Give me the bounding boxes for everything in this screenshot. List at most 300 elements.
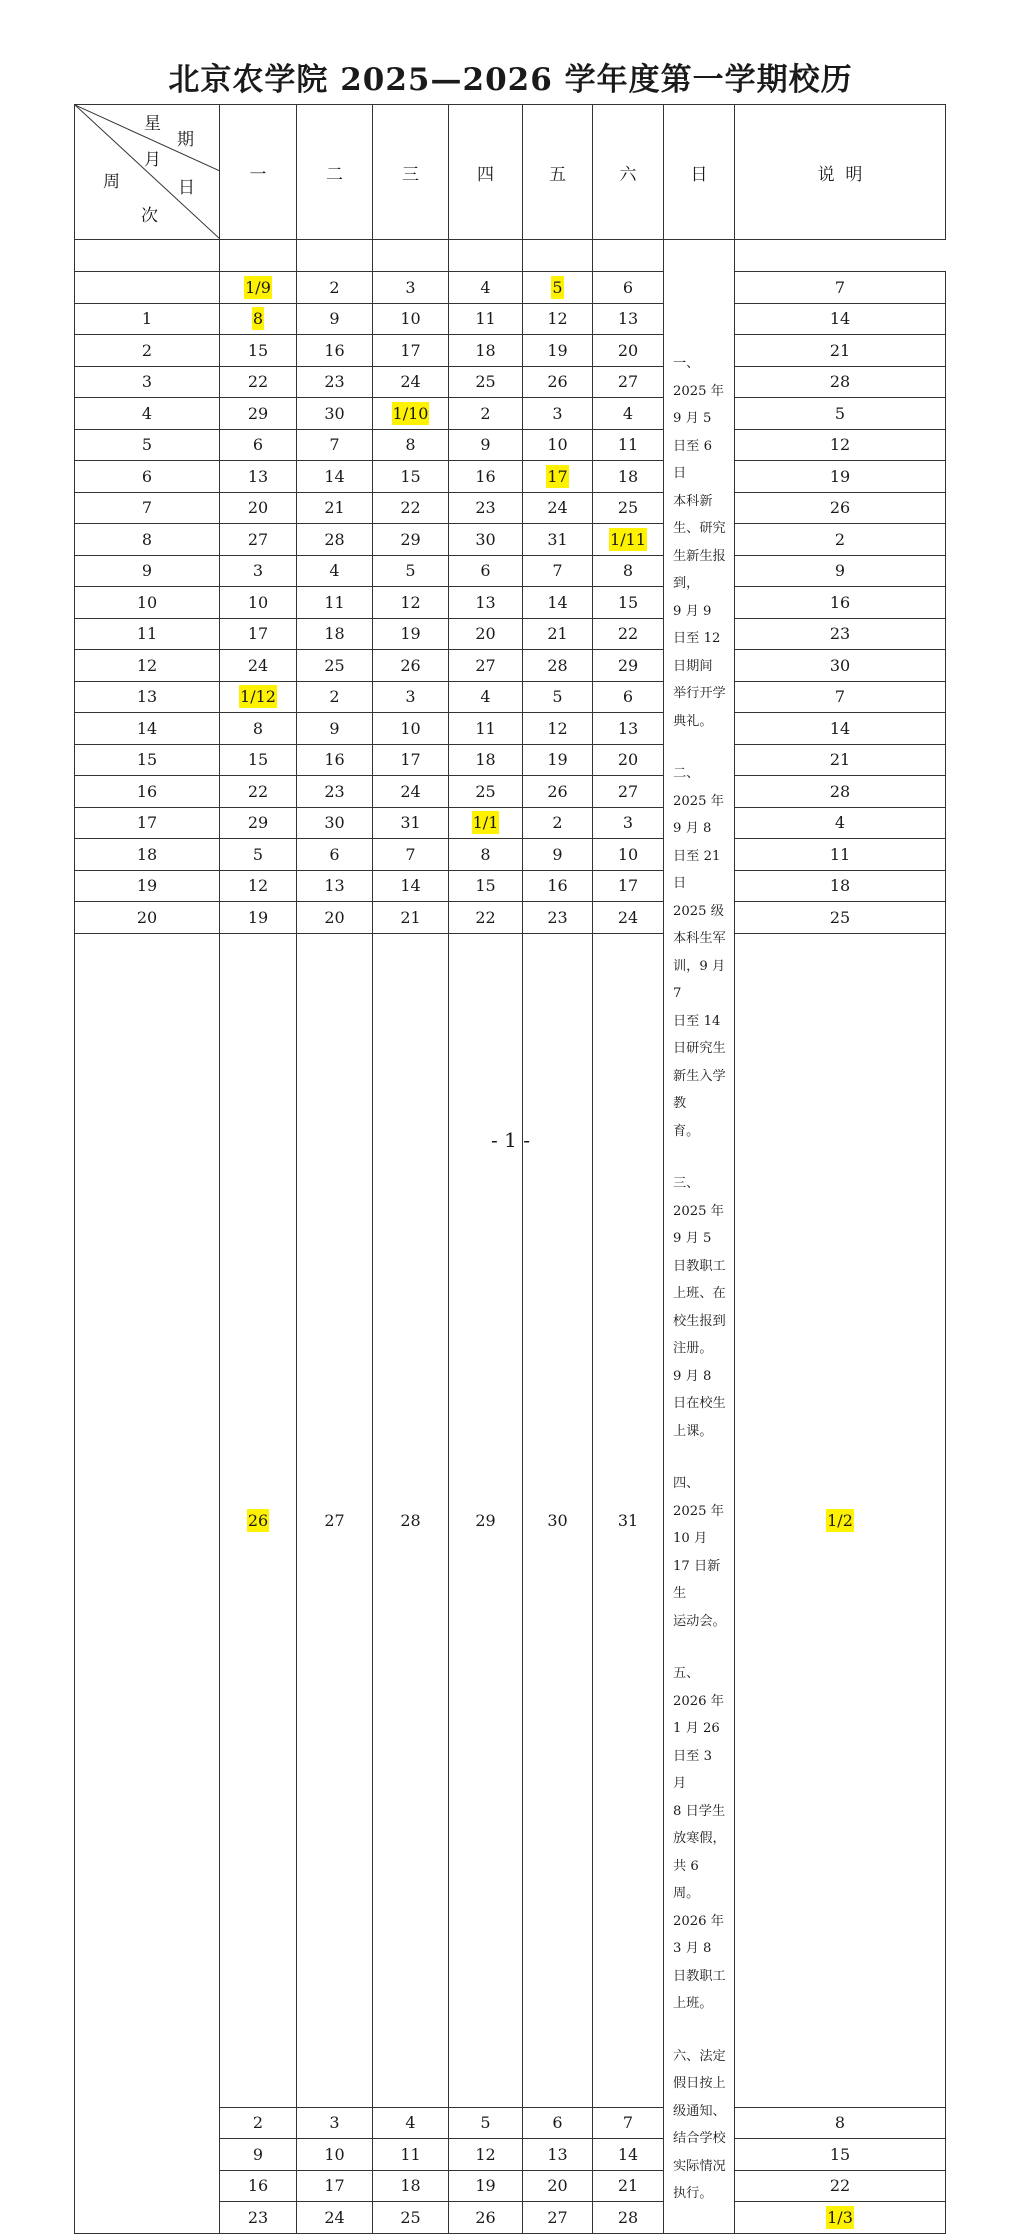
day-number: 27 <box>617 781 639 801</box>
day-number: 27 <box>247 529 269 549</box>
day-number: 13 <box>617 718 639 738</box>
day-cell <box>735 2202 946 2234</box>
day-cell <box>373 2107 449 2139</box>
week-number-cell: 13 <box>75 681 220 713</box>
calendar-row <box>75 335 946 367</box>
day-cell <box>593 555 664 587</box>
day-number: 8 <box>834 2113 846 2133</box>
day-cell <box>593 902 664 934</box>
day-number: 7 <box>834 277 846 297</box>
day-number: 28 <box>829 781 851 801</box>
day-cell <box>523 902 593 934</box>
day-number: 15 <box>400 466 421 486</box>
day-number: 6 <box>480 561 491 581</box>
day-number: 26 <box>475 2207 496 2227</box>
day-number: 25 <box>617 498 639 518</box>
day-number: 10 <box>247 592 269 612</box>
day-cell <box>735 807 946 839</box>
day-cell <box>523 2139 593 2171</box>
blank-cell <box>297 240 373 272</box>
day-cell <box>297 335 373 367</box>
day-number: 13 <box>547 2144 568 2164</box>
day-cell <box>449 933 523 2107</box>
blank-cell <box>220 240 297 272</box>
weekday-header-fri: 五 <box>523 105 593 240</box>
day-number: 6 <box>329 844 340 864</box>
day-cell <box>373 744 449 776</box>
day-number: 22 <box>475 907 496 927</box>
day-cell <box>735 2107 946 2139</box>
highlighted-day-number: 1/12 <box>240 687 276 707</box>
day-cell <box>735 713 946 745</box>
week-number-cell: 11 <box>75 618 220 650</box>
calendar-row <box>75 618 946 650</box>
calendar-row <box>75 366 946 398</box>
note-item: 一、2025 年 9 月 5 日至 6 日 本科新生、研究生新生报到， 9 月 9 日至 12 日期间 举行开学典礼。 <box>673 356 726 729</box>
highlighted-day-number: 5 <box>552 277 563 297</box>
day-cell <box>297 776 373 808</box>
day-cell <box>735 902 946 934</box>
day-number: 16 <box>324 340 345 360</box>
day-number: 7 <box>329 435 340 455</box>
day-cell <box>593 776 664 808</box>
day-cell <box>523 744 593 776</box>
day-cell <box>735 492 946 524</box>
day-number: 20 <box>617 750 639 770</box>
day-number: 22 <box>247 372 269 392</box>
day-cell <box>220 429 297 461</box>
day-cell <box>449 902 523 934</box>
day-cell <box>297 587 373 619</box>
day-cell <box>523 870 593 902</box>
day-number: 11 <box>475 718 496 738</box>
day-cell <box>297 555 373 587</box>
day-number: 26 <box>829 498 851 518</box>
day-cell <box>449 335 523 367</box>
day-cell <box>735 461 946 493</box>
corner-label-ci: 次 <box>141 206 158 226</box>
day-number: 7 <box>834 687 846 707</box>
corner-header-cell <box>75 105 220 240</box>
day-number: 29 <box>247 813 269 833</box>
day-number: 17 <box>324 2176 345 2196</box>
day-cell <box>735 366 946 398</box>
day-cell <box>449 2170 523 2202</box>
day-cell <box>593 650 664 682</box>
day-cell <box>373 870 449 902</box>
day-cell <box>220 461 297 493</box>
day-number: 17 <box>400 750 421 770</box>
day-number: 23 <box>475 498 496 518</box>
week-number-cell: 2 <box>75 335 220 367</box>
day-number: 16 <box>829 592 851 612</box>
day-number: 30 <box>324 813 345 833</box>
blank-cell <box>449 240 523 272</box>
day-number: 12 <box>829 435 851 455</box>
day-cell <box>593 398 664 430</box>
day-cell <box>593 933 664 2107</box>
day-number: 24 <box>324 2207 345 2227</box>
day-cell <box>449 303 523 335</box>
day-cell <box>373 902 449 934</box>
week-number-cell: 1 <box>75 303 220 335</box>
day-cell <box>373 2170 449 2202</box>
day-cell <box>297 461 373 493</box>
day-number: 21 <box>617 2176 639 2196</box>
day-number: 20 <box>475 624 496 644</box>
day-number: 4 <box>329 561 340 581</box>
day-cell <box>735 744 946 776</box>
day-number: 16 <box>247 2176 269 2196</box>
day-cell <box>593 618 664 650</box>
day-number: 13 <box>324 876 345 896</box>
day-number: 22 <box>247 781 269 801</box>
week-number-cell: 16 <box>75 776 220 808</box>
week-number-cell: 9 <box>75 555 220 587</box>
day-number: 20 <box>547 2176 568 2196</box>
calendar-row <box>75 587 946 619</box>
day-cell <box>220 933 297 2107</box>
week-number-cell: 14 <box>75 713 220 745</box>
day-cell <box>449 555 523 587</box>
blank-cell <box>593 240 664 272</box>
day-cell <box>523 2202 593 2234</box>
day-cell <box>220 366 297 398</box>
day-cell <box>220 776 297 808</box>
day-cell <box>373 618 449 650</box>
day-number: 19 <box>475 2176 496 2196</box>
day-number: 10 <box>400 718 421 738</box>
day-number: 23 <box>247 2207 269 2227</box>
day-number: 14 <box>829 718 851 738</box>
day-cell <box>449 272 523 304</box>
day-cell <box>449 587 523 619</box>
day-number: 9 <box>252 2144 264 2164</box>
day-cell <box>373 303 449 335</box>
weekday-header-thu: 四 <box>449 105 523 240</box>
day-number: 22 <box>400 498 421 518</box>
day-cell <box>297 366 373 398</box>
week-number-cell: 17 <box>75 807 220 839</box>
day-cell <box>735 555 946 587</box>
calendar-row <box>75 681 946 713</box>
day-cell <box>220 839 297 871</box>
day-number: 18 <box>617 466 639 486</box>
day-number: 27 <box>324 1510 345 1530</box>
day-cell <box>373 461 449 493</box>
day-number: 27 <box>617 372 639 392</box>
day-cell <box>523 650 593 682</box>
day-cell <box>373 335 449 367</box>
day-number: 9 <box>329 309 340 329</box>
day-cell <box>449 681 523 713</box>
day-number: 19 <box>829 466 851 486</box>
day-number: 20 <box>247 498 269 518</box>
day-cell <box>297 398 373 430</box>
day-cell <box>523 335 593 367</box>
weekday-header-sat: 六 <box>593 105 664 240</box>
day-cell <box>373 2202 449 2234</box>
day-cell <box>523 555 593 587</box>
day-cell <box>373 555 449 587</box>
day-number: 14 <box>617 2144 639 2164</box>
day-cell <box>449 2107 523 2139</box>
blank-cell <box>75 240 220 272</box>
day-number: 21 <box>547 624 568 644</box>
day-cell <box>593 2107 664 2139</box>
notes-list <box>664 240 734 2208</box>
day-cell <box>593 303 664 335</box>
day-number: 17 <box>247 624 269 644</box>
page-number: - 1 - <box>491 1128 530 1152</box>
day-number: 10 <box>547 435 568 455</box>
week-number-cell: 3 <box>75 366 220 398</box>
day-number: 4 <box>480 277 491 297</box>
day-cell <box>449 807 523 839</box>
day-cell <box>297 902 373 934</box>
week-number-cell: 5 <box>75 429 220 461</box>
day-cell <box>449 2202 523 2234</box>
day-cell <box>735 429 946 461</box>
day-cell <box>373 776 449 808</box>
day-cell <box>523 587 593 619</box>
day-cell <box>297 272 373 304</box>
day-cell <box>449 492 523 524</box>
day-number: 3 <box>552 403 563 423</box>
week-number-cell: 19 <box>75 870 220 902</box>
day-cell <box>220 524 297 556</box>
day-number: 8 <box>622 561 634 581</box>
day-number: 28 <box>617 2207 639 2227</box>
day-cell <box>593 807 664 839</box>
day-number: 15 <box>829 2144 851 2164</box>
day-number: 11 <box>324 592 345 612</box>
week-number-cell <box>75 272 220 304</box>
blank-cell <box>373 240 449 272</box>
day-number: 5 <box>252 844 264 864</box>
day-number: 2 <box>552 813 563 833</box>
day-number: 25 <box>475 372 496 392</box>
day-number: 23 <box>324 781 345 801</box>
day-number: 19 <box>400 624 421 644</box>
day-number: 6 <box>552 2113 563 2133</box>
day-cell <box>297 807 373 839</box>
weekday-header-tue: 二 <box>297 105 373 240</box>
highlighted-day-number: 17 <box>547 466 568 486</box>
day-number: 5 <box>834 403 846 423</box>
day-cell <box>220 681 297 713</box>
day-number: 23 <box>829 624 851 644</box>
day-cell <box>297 713 373 745</box>
day-number: 21 <box>829 750 851 770</box>
highlighted-day-number: 1/1 <box>472 813 499 833</box>
day-number: 2 <box>329 277 340 297</box>
day-number: 17 <box>617 876 639 896</box>
day-cell <box>373 713 449 745</box>
day-number: 14 <box>547 592 568 612</box>
calendar-row <box>75 272 946 304</box>
day-cell <box>449 366 523 398</box>
day-number: 27 <box>475 655 496 675</box>
day-number: 24 <box>400 372 421 392</box>
day-cell <box>735 839 946 871</box>
day-cell <box>735 398 946 430</box>
day-number: 21 <box>400 907 421 927</box>
day-cell <box>449 870 523 902</box>
highlighted-day-number: 8 <box>252 309 264 329</box>
day-cell <box>373 2139 449 2171</box>
day-cell <box>220 335 297 367</box>
day-cell <box>523 933 593 2107</box>
day-number: 8 <box>252 718 264 738</box>
calendar-body <box>75 240 946 2234</box>
day-number: 28 <box>547 655 568 675</box>
day-number: 13 <box>617 309 639 329</box>
day-number: 9 <box>480 435 491 455</box>
day-number: 18 <box>400 2176 421 2196</box>
day-cell <box>735 681 946 713</box>
day-number: 8 <box>480 844 491 864</box>
day-cell <box>523 776 593 808</box>
calendar-row <box>75 303 946 335</box>
day-number: 24 <box>547 498 568 518</box>
day-cell <box>449 839 523 871</box>
day-number: 5 <box>405 561 416 581</box>
day-number: 31 <box>617 1510 639 1530</box>
corner-label-zhou: 周 <box>103 172 120 192</box>
corner-label-qi: 期 <box>177 130 194 150</box>
day-number: 10 <box>617 844 639 864</box>
day-cell <box>523 366 593 398</box>
day-number: 11 <box>475 309 496 329</box>
day-cell <box>523 461 593 493</box>
calendar-row <box>75 461 946 493</box>
day-cell <box>297 429 373 461</box>
day-cell <box>373 839 449 871</box>
day-cell <box>735 272 946 304</box>
day-cell <box>373 650 449 682</box>
day-cell <box>593 2139 664 2171</box>
day-number: 30 <box>324 403 345 423</box>
day-number: 8 <box>405 435 416 455</box>
note-item: 二、2025 年 9 月 8 日至 21 日 2025 级本科生军训，9 月 7 日至 14 日研究生新生入学教 育。 <box>673 766 726 1139</box>
day-cell <box>297 618 373 650</box>
notes-header: 说 明 <box>735 105 946 240</box>
day-number: 20 <box>324 907 345 927</box>
calendar-row <box>75 933 946 2107</box>
day-number: 10 <box>324 2144 345 2164</box>
day-cell <box>297 839 373 871</box>
day-cell <box>373 398 449 430</box>
day-number: 24 <box>400 781 421 801</box>
day-number: 28 <box>324 529 345 549</box>
day-number: 29 <box>400 529 421 549</box>
day-cell <box>220 618 297 650</box>
day-number: 5 <box>480 2113 491 2133</box>
calendar-row <box>75 870 946 902</box>
notes-cell <box>664 240 735 2234</box>
day-number: 9 <box>329 718 340 738</box>
calendar-row <box>75 555 946 587</box>
weekday-header-sun: 日 <box>664 105 735 240</box>
day-number: 25 <box>324 655 345 675</box>
day-number: 11 <box>829 844 851 864</box>
day-number: 26 <box>400 655 421 675</box>
week-number-cell: 18 <box>75 839 220 871</box>
day-number: 12 <box>547 309 568 329</box>
note-item: 六、法定假日按上级通知、 结合学校实际情况执行。 <box>673 2048 726 2201</box>
week-number-cell: 10 <box>75 587 220 619</box>
day-cell <box>593 461 664 493</box>
day-cell <box>523 303 593 335</box>
day-number: 18 <box>324 624 345 644</box>
day-number: 29 <box>617 655 639 675</box>
day-number: 31 <box>547 529 568 549</box>
day-cell <box>373 429 449 461</box>
day-number: 28 <box>829 372 851 392</box>
day-cell <box>593 272 664 304</box>
highlighted-day-number: 1/3 <box>827 2207 853 2227</box>
day-cell <box>735 303 946 335</box>
day-number: 18 <box>475 340 496 360</box>
day-number: 24 <box>617 907 639 927</box>
day-number: 3 <box>405 277 416 297</box>
day-cell <box>449 2139 523 2171</box>
day-number: 4 <box>405 2113 416 2133</box>
page-title: 北京农学院 2025—2026 学年度第一学期校历 <box>168 62 853 98</box>
highlighted-day-number: 1/2 <box>827 1510 853 1530</box>
day-cell <box>593 524 664 556</box>
day-number: 13 <box>475 592 496 612</box>
day-cell <box>449 744 523 776</box>
day-cell <box>220 272 297 304</box>
day-number: 25 <box>475 781 496 801</box>
calendar-row <box>75 902 946 934</box>
day-cell <box>523 492 593 524</box>
day-cell <box>449 429 523 461</box>
day-number: 7 <box>552 561 563 581</box>
diagonal-header <box>75 105 219 239</box>
day-number: 31 <box>400 813 421 833</box>
day-cell <box>735 618 946 650</box>
week-number-cell: 15 <box>75 744 220 776</box>
week-number-cell: 8 <box>75 524 220 556</box>
note-item: 四、2025 年 10 月 17 日新生 运动会。 <box>673 1476 726 1629</box>
calendar-row <box>75 398 946 430</box>
day-cell <box>593 870 664 902</box>
weekday-header-wed: 三 <box>373 105 449 240</box>
day-number: 20 <box>617 340 639 360</box>
day-number: 7 <box>622 2113 634 2133</box>
day-cell <box>220 2139 297 2171</box>
day-cell <box>523 398 593 430</box>
day-number: 12 <box>547 718 568 738</box>
day-cell <box>523 618 593 650</box>
day-number: 25 <box>829 907 851 927</box>
week-number-cell: 12 <box>75 650 220 682</box>
day-cell <box>449 618 523 650</box>
corner-label-ri: 日 <box>178 178 195 198</box>
day-cell <box>735 776 946 808</box>
day-cell <box>220 713 297 745</box>
day-number: 11 <box>617 435 639 455</box>
day-cell <box>220 398 297 430</box>
day-cell <box>297 2170 373 2202</box>
day-cell <box>220 902 297 934</box>
day-cell <box>297 303 373 335</box>
day-number: 15 <box>247 750 269 770</box>
calendar-row <box>75 807 946 839</box>
